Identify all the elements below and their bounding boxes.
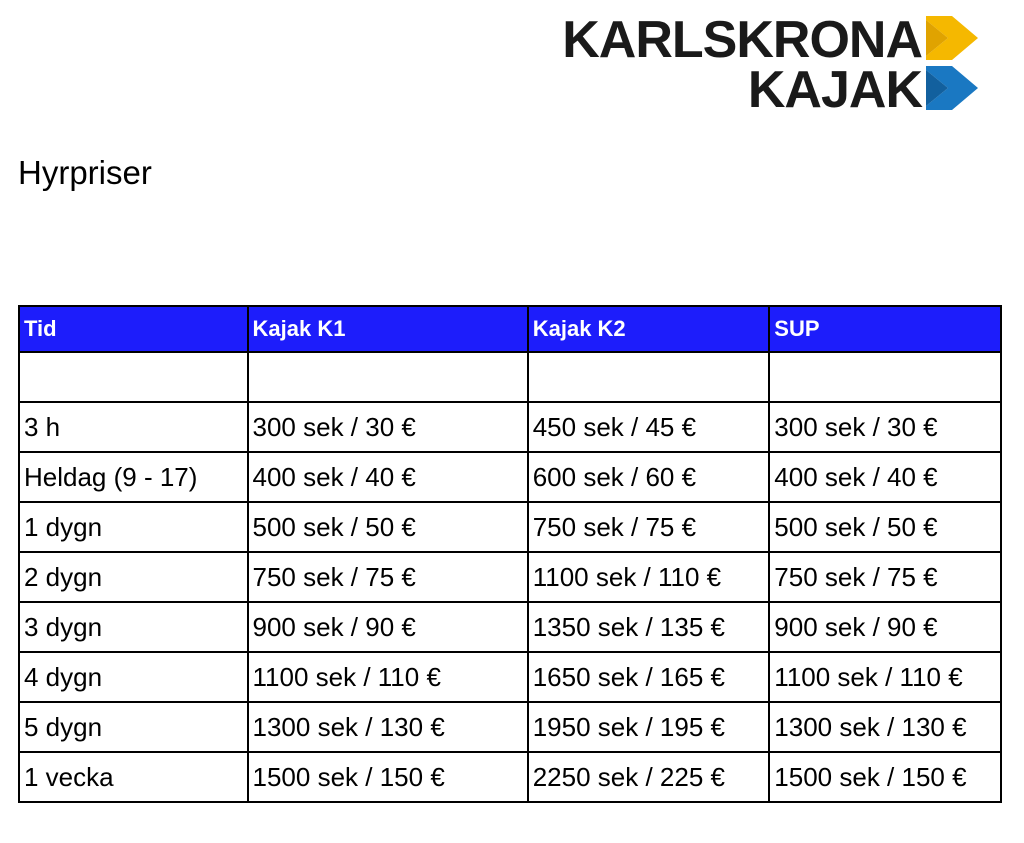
price-table xyxy=(18,305,1002,803)
page-title: Hyrpriser xyxy=(18,154,152,191)
column-header-sup: SUP xyxy=(769,306,1001,352)
table-row xyxy=(19,652,1001,702)
logo-blue-chevron-icon xyxy=(926,66,978,110)
table-row xyxy=(19,452,1001,502)
cell-sup: 400 sek / 40 € xyxy=(769,452,1001,502)
logo-text-line-1: KARLSKRONA xyxy=(562,11,922,69)
cell-kajak-k1: 750 sek / 75 € xyxy=(248,552,528,602)
table-row xyxy=(19,552,1001,602)
cell-kajak-k1 xyxy=(248,352,528,402)
cell-sup: 1300 sek / 130 € xyxy=(769,702,1001,752)
cell-kajak-k1: 500 sek / 50 € xyxy=(248,502,528,552)
cell-tid: 5 dygn xyxy=(19,702,248,752)
cell-sup: 750 sek / 75 € xyxy=(769,552,1001,602)
cell-kajak-k2: 1350 sek / 135 € xyxy=(528,602,770,652)
column-header-tid: Tid xyxy=(19,306,248,352)
cell-kajak-k2: 1950 sek / 195 € xyxy=(528,702,770,752)
cell-kajak-k1: 1500 sek / 150 € xyxy=(248,752,528,802)
cell-sup xyxy=(769,352,1001,402)
logo-yellow-chevron-icon xyxy=(926,16,978,60)
cell-kajak-k1: 1100 sek / 110 € xyxy=(248,652,528,702)
cell-kajak-k1: 1300 sek / 130 € xyxy=(248,702,528,752)
cell-tid: 1 dygn xyxy=(19,502,248,552)
cell-tid: 3 dygn xyxy=(19,602,248,652)
cell-tid: 3 h xyxy=(19,402,248,452)
table-header-row xyxy=(19,306,1001,352)
cell-tid: Heldag (9 - 17) xyxy=(19,452,248,502)
cell-tid: 2 dygn xyxy=(19,552,248,602)
cell-sup: 500 sek / 50 € xyxy=(769,502,1001,552)
cell-kajak-k1: 400 sek / 40 € xyxy=(248,452,528,502)
table-row xyxy=(19,352,1001,402)
cell-kajak-k2: 750 sek / 75 € xyxy=(528,502,770,552)
cell-tid: 4 dygn xyxy=(19,652,248,702)
cell-tid: 1 vecka xyxy=(19,752,248,802)
table-row xyxy=(19,602,1001,652)
table-row xyxy=(19,752,1001,802)
cell-kajak-k1: 900 sek / 90 € xyxy=(248,602,528,652)
table-row xyxy=(19,502,1001,552)
cell-kajak-k2: 1650 sek / 165 € xyxy=(528,652,770,702)
brand-logo xyxy=(562,10,980,119)
cell-kajak-k2: 600 sek / 60 € xyxy=(528,452,770,502)
logo-text-line-2: KAJAK xyxy=(747,61,922,119)
table-row xyxy=(19,402,1001,452)
cell-sup: 1500 sek / 150 € xyxy=(769,752,1001,802)
cell-kajak-k2: 1100 sek / 110 € xyxy=(528,552,770,602)
cell-kajak-k2: 450 sek / 45 € xyxy=(528,402,770,452)
cell-kajak-k2 xyxy=(528,352,770,402)
table-row xyxy=(19,702,1001,752)
column-header-kajak-k2: Kajak K2 xyxy=(528,306,770,352)
column-header-kajak-k1: Kajak K1 xyxy=(248,306,528,352)
cell-kajak-k1: 300 sek / 30 € xyxy=(248,402,528,452)
cell-tid xyxy=(19,352,248,402)
cell-sup: 300 sek / 30 € xyxy=(769,402,1001,452)
cell-sup: 1100 sek / 110 € xyxy=(769,652,1001,702)
cell-kajak-k2: 2250 sek / 225 € xyxy=(528,752,770,802)
cell-sup: 900 sek / 90 € xyxy=(769,602,1001,652)
